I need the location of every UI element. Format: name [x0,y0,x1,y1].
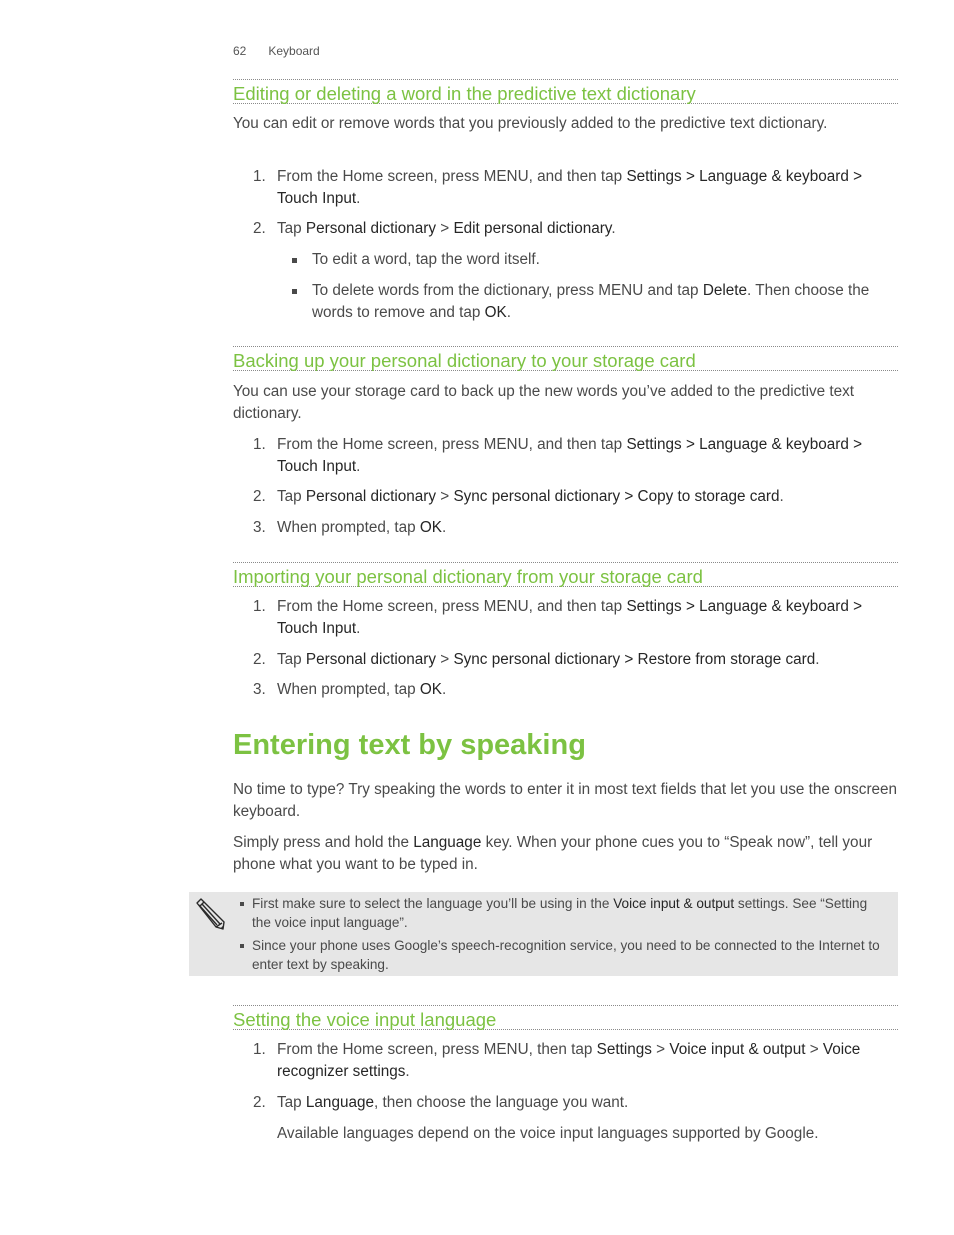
note-item-2: Since your phone uses Google’s speech-recognition service, you need to be connected to the Internet to enter text by speaking. [238,936,886,974]
backup-step-1: 1. From the Home screen, press MENU, and then tap Settings > Language & keyboard > Touch Input. [253,436,863,475]
section-heading-backup: Backing up your personal dictionary to your storage card [233,346,898,371]
chapter-name: Keyboard [268,44,320,58]
page-number: 62 [233,44,247,58]
import-step-3: 3. When prompted, tap OK. [253,679,898,701]
backup-step-3: 3. When prompted, tap OK. [253,517,898,539]
page-header [233,44,320,58]
import-step-1: 1. From the Home screen, press MENU, and then tap Settings > Language & keyboard > Touch Input. [253,598,863,637]
chapter-para-1: No time to type? Try speaking the words to enter it in most text fields that let you use the onscreen keyboard. [233,781,898,820]
step-number: 1. [253,1041,266,1058]
section-heading-edit: Editing or deleting a word in the predictive text dictionary [233,79,898,104]
import-step-2: 2. Tap Personal dictionary > Sync personal dictionary > Restore from storage card. [253,649,898,671]
section-heading-voice: Setting the voice input language [233,1005,898,1030]
edit-bullet-1: To edit a word, tap the word itself. [290,249,900,271]
step-number: 2. [253,651,266,668]
voice-step-2-note: Available languages depend on the voice input languages supported by Google. [277,1125,819,1142]
edit-bullet-2: To delete words from the dictionary, press MENU and tap Delete. Then choose the words to remove and tap OK. [290,280,900,324]
step-number: 3. [253,681,266,698]
voice-step-2: 2. Tap Language, then choose the language you want. [253,1092,898,1114]
bullet-marker [292,289,297,294]
bullet-marker [292,258,297,263]
backup-intro: You can use your storage card to back up the new words you’ve added to the predictive text dictionary. [233,383,855,422]
edit-step-1: 1. From the Home screen, press MENU, and then tap Settings > Language & keyboard > Touch Input. [253,168,863,207]
chapter-title: Entering text by speaking [233,729,586,761]
step-number: 2. [253,1094,266,1111]
edit-intro: You can edit or remove words that you previously added to the predictive text dictionary. [233,115,828,132]
voice-step-1: 1. From the Home screen, press MENU, then tap Settings > Voice input & output > Voice recognizer settings. [253,1041,861,1080]
bullet-marker [240,902,244,906]
step-number: 2. [253,220,266,237]
step-number: 3. [253,519,266,536]
chapter-para-2: Simply press and hold the Language key. When your phone cues you to “Speak now”, tell your phone what you want to be typed in. [233,834,873,873]
step-number: 1. [253,168,266,185]
step-number: 1. [253,436,266,453]
bullet-marker [240,944,244,948]
step-number: 2. [253,488,266,505]
backup-step-2: 2. Tap Personal dictionary > Sync personal dictionary > Copy to storage card. [253,486,898,508]
pencil-icon [190,895,230,935]
note-item-1: First make sure to select the language you’ll be using in the Voice input & output settings. See “Setting the voice input language”. [238,894,886,932]
section-heading-import: Importing your personal dictionary from your storage card [233,562,898,587]
edit-step-2: 2. Tap Personal dictionary > Edit personal dictionary. [253,218,898,240]
step-number: 1. [253,598,266,615]
